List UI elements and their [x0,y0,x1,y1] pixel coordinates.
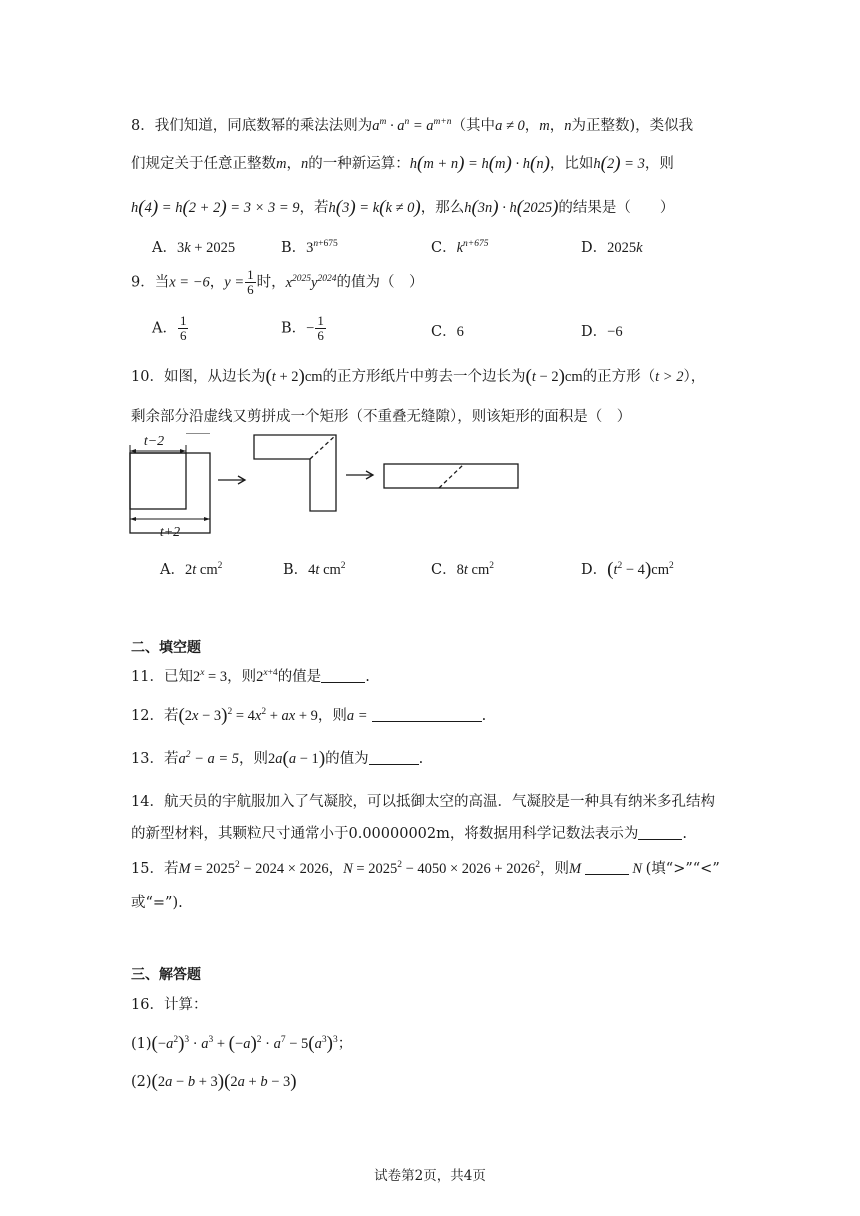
q10-label-top: t−2 [143,434,165,449]
q11-number: 11． [131,669,164,685]
q16-number: 16． [131,997,164,1013]
q12-line: 12．若$(2x - 3)^2 = 4x^2$ + ax + 9，则a = . [131,705,487,726]
q13-number: 13． [131,751,164,767]
q8-option-d[interactable]: D．2025k [581,240,643,256]
q12-number: 12． [131,708,164,724]
q10-line2: 剩余部分沿虚线又剪拼成一个矩形（不重叠无缝隙），则该矩形的面积是（ ） [131,409,632,425]
q10-figure [124,433,534,543]
q12-answer-blank[interactable] [372,707,482,722]
q10-option-c[interactable]: C．8t $cm^2$ [431,561,494,578]
q8-line1: 8．我们知道，同底数幂的乘法法则为$a^m \cdot a^n = a^{m+n}$（其中a ≠ 0，m，n为正整数)，类似我 [131,117,694,134]
q15-line1: 15．若$M = 2025^2 - 2024 \times 2026$，$N = 2025^2 - 4050 \times 2026 + 2026^2$，则M N (填“>”“<” [131,860,720,877]
section-solve-title: 三、解答题 [131,967,201,983]
q8-option-b[interactable]: B．$3^{n+675}$ [281,239,338,256]
q15-number: 15． [131,861,164,877]
q14-line2: 的新型材料，其颗粒尺寸通常小于0.00000002m，将数据用科学记数法表示为 . [131,826,687,842]
q8-option-a[interactable]: A．3k + 2025 [152,240,236,256]
q8-line2: 们规定关于任意正整数m，n的一种新运算：h(m + n) = h(m) · h(n)，比如h(2) = 3，则 [131,153,674,174]
q9-option-a[interactable]: A． $\frac{1}{6}$ [152,313,187,343]
q9-number: 9． [131,274,155,291]
q10-option-a[interactable]: A．2t $cm^2$ [160,561,223,578]
q11-line: 11．已知$2^x = 3$，则$2^{x+4}$的值是 . [131,668,370,685]
q16-part1: $(1)(-a^2)^3 \cdot a^3 + (-a)^2 \cdot a^7 - 5(a^3)^3$； [131,1033,353,1054]
q10-l-shape [254,435,336,511]
q10-line1: 10．如图，从边长为(t + 2)cm的正方形纸片中剪去一个边长为(t − 2)cm的正方形（t > 2）， [131,366,706,387]
q10-big-square [130,453,210,533]
q14-answer-blank[interactable] [638,825,682,840]
q9-option-c[interactable]: C．6 [431,324,464,340]
q14-line1: 14．航天员的宇航服加入了气凝胶，可以抵御太空的高温．气凝胶是一种具有纳米多孔结构 [131,794,715,810]
q8-line3: h(4) = h(2 + 2) = 3 × 3 = 9，若h(3) = k(k ≠ 0)，那么h(3n) · h(2025)的结果是（ ） [131,197,675,218]
q13-line: 13．若$a^2 - a = 5$，则2a(a − 1)的值为 . [131,748,424,769]
q9-option-b[interactable]: B．− $\frac{1}{6}$ [281,313,324,343]
q10-option-d[interactable]: D．$(t^2 - 4)cm^2$ [581,559,674,580]
q16-line: 16．计算： [131,997,208,1013]
q10-number: 10． [131,369,164,385]
q9-option-d[interactable]: D．−6 [581,324,623,340]
q10-label-bottom: t+2 [159,525,181,540]
q8-option-c[interactable]: C．$k^{n+675}$ [431,239,489,256]
q10-small-square [130,453,186,509]
q15-line2: 或“=”). [131,895,183,911]
q10-option-b[interactable]: B．4t $cm^2$ [283,561,346,578]
q15-answer-blank[interactable] [585,860,629,875]
q8-new-operation: h(m + n) = h(m) · h(n) [409,153,550,174]
q9-fraction: $\frac{1}{6}$ [247,267,254,297]
q11-answer-blank[interactable] [321,668,365,683]
q9-line: 9．当x = −6，y = $\frac{1}{6}$ 时，$x^{2025}y^{2024}$的值为（ ） [131,267,424,297]
q8-number: 8． [131,118,155,134]
q8-exponent-rule: $a^m \cdot a^n = a^{m+n}$ [372,117,452,134]
q14-number: 14． [131,794,164,810]
q16-part2: (2)(2a − b + 3)(2a + b − 3) [131,1071,297,1092]
page-footer: 试卷第2页，共4页 [374,1168,486,1184]
q13-answer-blank[interactable] [369,750,419,765]
section-fill-in-title: 二、填空题 [131,640,201,656]
